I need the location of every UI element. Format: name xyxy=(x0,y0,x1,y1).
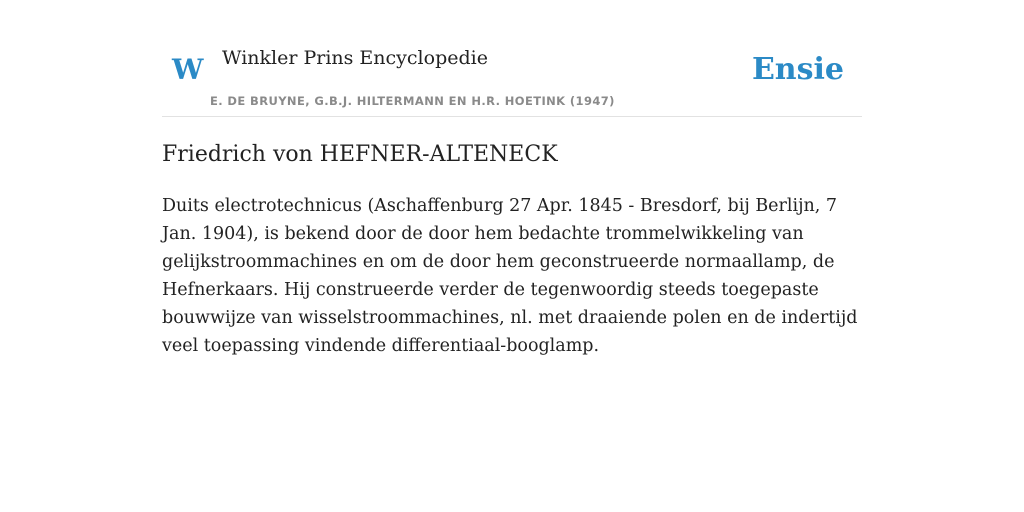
entry-body: Duits electrotechnicus (Aschaffenburg 27 Apr. 1845 - Bresdorf, bij Berlijn, 7 Jan. 1904), is bekend door de door hem bedachte trommelwikkeling van gelijkstroommachines en om de door hem geconstrueerde normaallamp, de Hefnerkaars. Hij construeerde verder de tegenwoordig steeds toegepaste bouwwijze van wisselstroommachines, nl. met draaiende polen en de indertijd veel toepassing vindende differentiaal-booglamp. xyxy=(162,196,858,356)
source-header xyxy=(162,0,862,117)
book-authors: E. DE BRUYNE, G.B.J. HILTERMANN EN H.R. HOETINK (1947) xyxy=(210,94,615,108)
ensie-brand-link[interactable]: Ensie xyxy=(751,52,844,87)
entry-card xyxy=(162,0,862,356)
entry-title: Friedrich von HEFNER-ALTENECK xyxy=(162,142,558,167)
book-title[interactable]: Winkler Prins Encyclopedie xyxy=(222,47,488,69)
encyclopedia-logo[interactable]: W xyxy=(172,53,204,86)
